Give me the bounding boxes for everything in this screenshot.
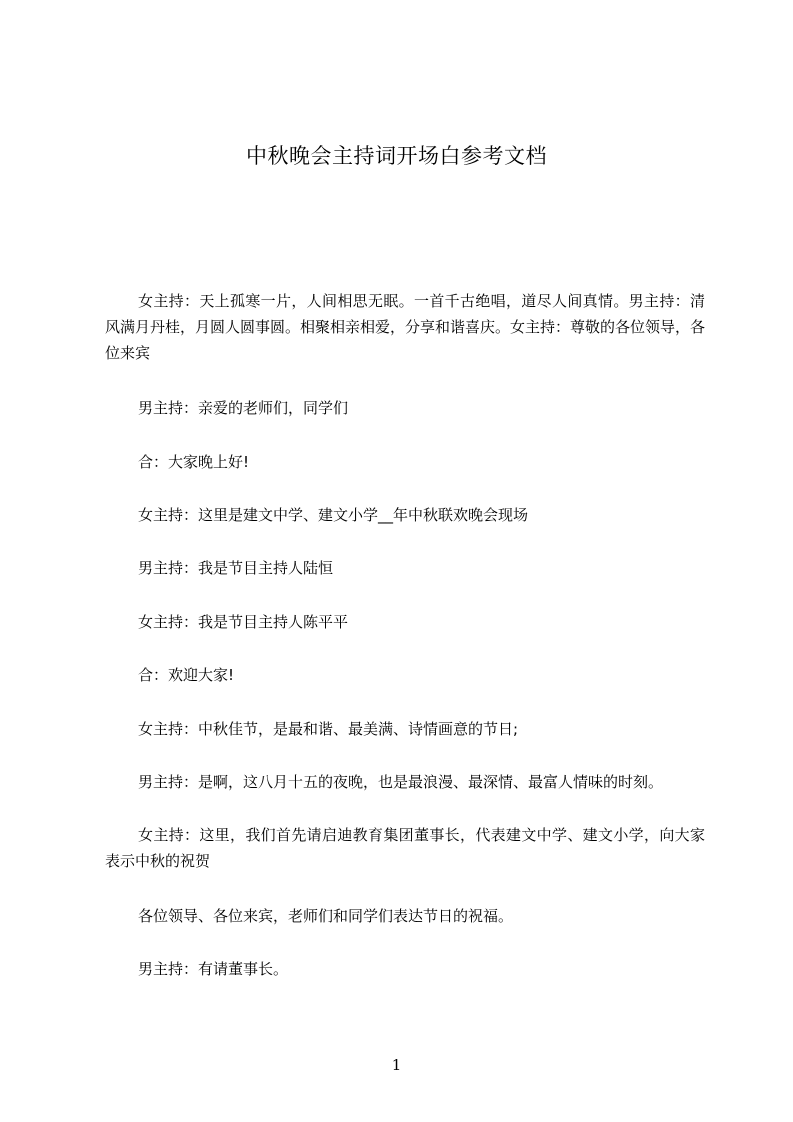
paragraph-chairman-invitation: 女主持：这里，我们首先请启迪教育集团董事长，代表建文中学、建文小学，向大家表示中秋的祝贺	[105, 826, 705, 870]
paragraph-opening: 女主持：天上孤寒一片，人间相思无眠。一首千古绝唱，道尽人间真情。男主持：清风满月丹桂，月圆人圆事圆。相聚相亲相爱，分享和谐喜庆。女主持：尊敬的各位领导，各位来宾	[105, 292, 706, 362]
paragraph-male-host-intro: 男主持：我是节目主持人陆恒	[138, 559, 334, 577]
paragraph-blessing: 各位领导、各位来宾，老师们和同学们表达节日的祝福。	[138, 907, 514, 925]
paragraph-festival-description: 女主持：中秋佳节，是最和谐、最美满、诗情画意的节日;	[138, 720, 519, 738]
page-title: 中秋晚会主持词开场白参考文档	[246, 144, 547, 168]
paragraph-male-host-greeting: 男主持：亲爱的老师们，同学们	[138, 399, 349, 417]
paragraph-venue-intro: 女主持：这里是建文中学、建文小学__年中秋联欢晚会现场	[138, 506, 529, 524]
paragraph-invite-chairman: 男主持：有请董事长。	[138, 960, 289, 978]
paragraph-together-welcome: 合：欢迎大家!	[138, 666, 235, 684]
paragraph-together-greeting: 合：大家晚上好!	[138, 453, 250, 471]
paragraph-night-description: 男主持：是啊，这八月十五的夜晚，也是最浪漫、最深情、最富人情味的时刻。	[138, 773, 664, 791]
page-number: 1	[391, 1056, 402, 1074]
paragraph-female-host-intro: 女主持：我是节目主持人陈平平	[138, 613, 349, 631]
